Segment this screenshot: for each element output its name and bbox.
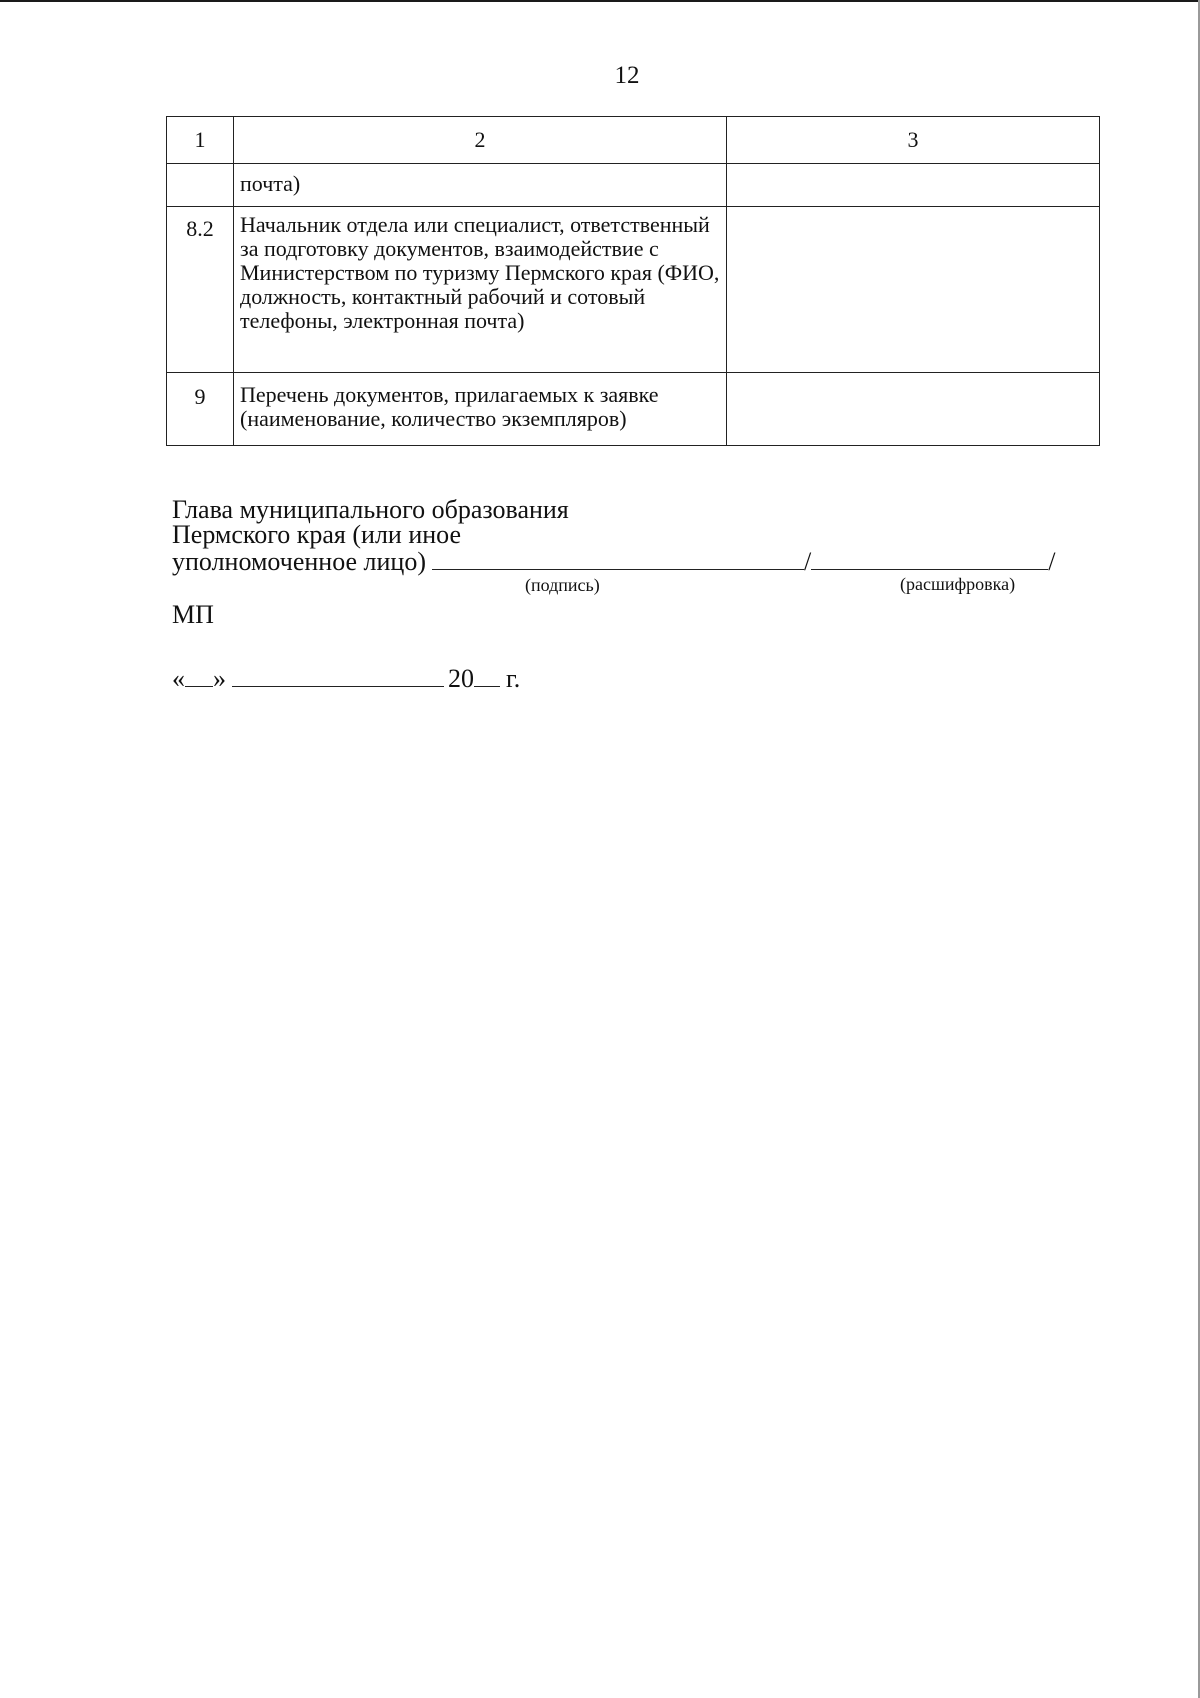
decoding-end-separator: / bbox=[1048, 547, 1056, 576]
table-header-cell-3: 3 bbox=[727, 117, 1100, 164]
row-number bbox=[167, 164, 234, 207]
signature-field[interactable] bbox=[432, 547, 804, 570]
page-edge-top bbox=[0, 0, 1200, 2]
page-number: 12 bbox=[614, 62, 640, 89]
row-description: Перечень документов, прилагаемых к заявке (наименование, количество экземпляров) bbox=[234, 373, 727, 446]
signature-block bbox=[172, 497, 1055, 574]
date-month-field[interactable] bbox=[232, 666, 444, 687]
row-value-cell[interactable] bbox=[727, 164, 1100, 207]
date-year-suffix: г. bbox=[506, 664, 521, 693]
signature-line bbox=[172, 547, 1055, 574]
row-value-cell[interactable] bbox=[727, 373, 1100, 446]
table-row bbox=[167, 373, 1100, 446]
signature-separator: / bbox=[804, 547, 812, 576]
date-year-prefix: 20 bbox=[448, 664, 474, 693]
table-header-cell-2: 2 bbox=[234, 117, 727, 164]
row-value-cell[interactable] bbox=[727, 207, 1100, 373]
signatory-title-line-3: уполномоченное лицо) bbox=[172, 547, 427, 576]
row-description: Начальник отдела или специалист, ответственный за подготовку документов, взаимодействие с Министерством по туризму Пермского края (ФИО, должность, контактный рабочий и сотовый телефоны, электронная почта) bbox=[234, 207, 727, 373]
row-number: 8.2 bbox=[167, 207, 234, 373]
signatory-title-line-1: Глава муниципального образования bbox=[172, 495, 569, 524]
date-close-quote: » bbox=[213, 664, 226, 693]
signature-caption: (подпись) bbox=[525, 575, 600, 595]
date-open-quote: « bbox=[172, 664, 185, 693]
table-header-row bbox=[167, 117, 1100, 164]
application-form-table bbox=[166, 116, 1100, 446]
table-header-cell-1: 1 bbox=[167, 117, 234, 164]
table-row bbox=[167, 164, 1100, 207]
decoding-caption: (расшифровка) bbox=[900, 574, 1016, 594]
date-year-field[interactable] bbox=[474, 666, 500, 687]
date-line bbox=[172, 664, 520, 694]
signatory-title-line-2: Пермского края (или иное bbox=[172, 520, 462, 549]
stamp-place-label: МП bbox=[172, 600, 214, 629]
row-description: почта) bbox=[234, 164, 727, 207]
decoding-field[interactable] bbox=[811, 547, 1048, 570]
date-day-field[interactable] bbox=[185, 666, 213, 687]
table-row bbox=[167, 207, 1100, 373]
row-number: 9 bbox=[167, 373, 234, 446]
